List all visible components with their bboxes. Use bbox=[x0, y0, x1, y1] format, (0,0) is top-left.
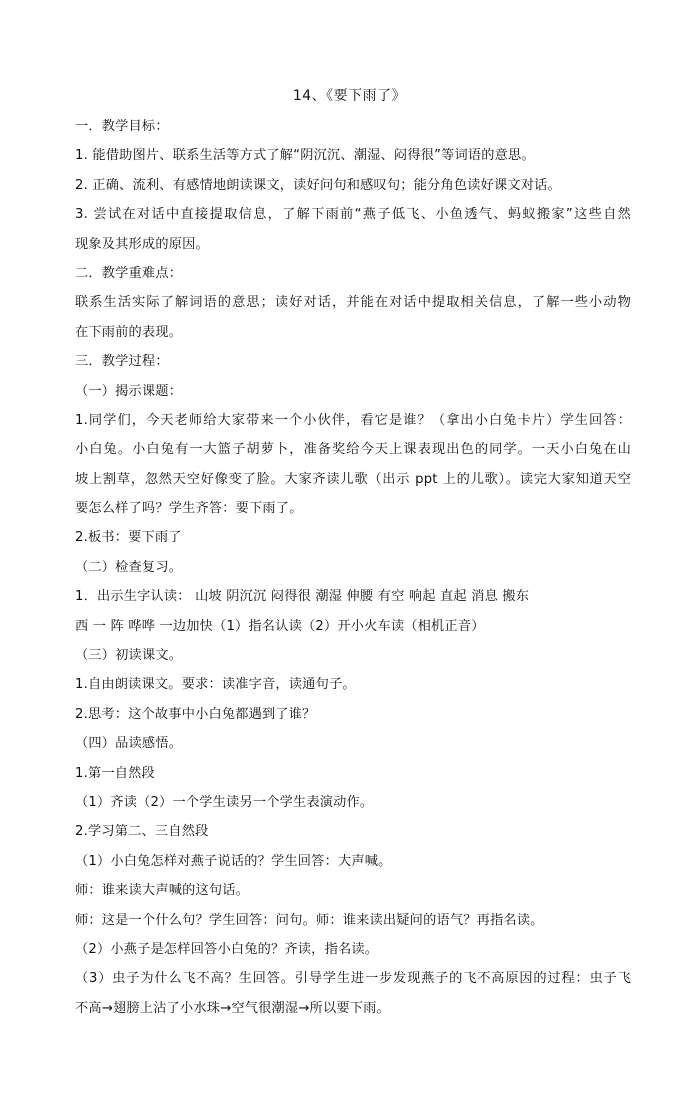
section-heading-key-points: 二．教学重难点： bbox=[75, 265, 183, 281]
paragraph-1-heading: 1.第一自然段 bbox=[75, 765, 155, 781]
objective-2: 2. 正确、流利、有感情地朗读课文，读好问句和感叹句；能分角色读好课文对话。 bbox=[75, 177, 561, 193]
paragraph-1-activity: （1）齐读（2）一个学生读另一个学生表演动作。 bbox=[75, 794, 374, 810]
reading-step-1: 1.自由朗读课文。要求：读准字音，读通句子。 bbox=[75, 677, 356, 693]
subheading-appreciation: （四）品读感悟。 bbox=[75, 736, 183, 752]
question-3-line-2: 不高→翅膀上沾了小水珠→空气很潮湿→所以要下雨。 bbox=[75, 1000, 390, 1016]
subheading-reveal-topic: （一）揭示课题： bbox=[75, 383, 183, 399]
paragraphs-2-3-heading: 2.学习第二、三自然段 bbox=[75, 824, 209, 840]
document-body bbox=[75, 112, 631, 1023]
key-points-line-1: 联系生活实际了解词语的意思；读好对话，并能在对话中提取相关信息，了解一些小动物 bbox=[75, 295, 631, 311]
key-points-line-2: 在下雨前的表现。 bbox=[75, 324, 183, 340]
teacher-line-2: 师：这是一个什么句？学生回答：问句。师：谁来读出疑问的语气？再指名读。 bbox=[75, 912, 544, 928]
objective-3-line-1: 3. 尝试在对话中直接提取信息，了解下雨前“燕子低飞、小鱼透气、蚂蚁搬家”这些自然 bbox=[75, 207, 631, 223]
blackboard-note: 2.板书：要下雨了 bbox=[75, 530, 182, 546]
teacher-line-1: 师：谁来读大声喊的这句话。 bbox=[75, 883, 250, 899]
paragraph-intro-line-1: 1.同学们，今天老师给大家带来一个小伙伴，看它是谁？（拿出小白兔卡片）学生回答： bbox=[75, 412, 631, 428]
objective-1: 1. 能借助图片、联系生活等方式了解“阴沉沉、潮湿、闷得很”等词语的意思。 bbox=[75, 148, 535, 164]
paragraph-intro-line-4: 要怎么样了吗？学生齐答：要下雨了。 bbox=[75, 501, 303, 517]
question-1: （1）小白兔怎样对燕子说话的？学生回答：大声喊。 bbox=[75, 853, 392, 869]
reading-step-2: 2.思考：这个故事中小白兔都遇到了谁？ bbox=[75, 706, 316, 722]
paragraph-intro-line-2: 小白兔。小白兔有一大篮子胡萝卜，准备奖给今天上课表现出色的同学。一天小白兔在山 bbox=[75, 442, 631, 458]
section-heading-process: 三．教学过程： bbox=[75, 354, 169, 370]
question-3-line-1: （3）虫子为什么飞不高？生回答。引导学生进一步发现燕子的飞不高原因的过程：虫子飞 bbox=[75, 971, 631, 987]
vocabulary-line-1: 1．出示生字认读： 山坡 阴沉沉 闷得很 潮湿 伸腰 有空 响起 直起 消息 搬东 bbox=[75, 589, 530, 605]
vocabulary-line-2: 西 一 阵 哗哗 一边加快（1）指名认读（2）开小火车读（相机正音） bbox=[75, 618, 485, 634]
objective-3-line-2: 现象及其形成的原因。 bbox=[75, 236, 209, 252]
document-title: 14、《要下雨了》 bbox=[292, 88, 407, 104]
subheading-review: （二）检查复习。 bbox=[75, 559, 183, 575]
section-heading-objectives: 一．教学目标： bbox=[75, 119, 169, 134]
subheading-first-reading: （三）初读课文。 bbox=[75, 648, 183, 664]
paragraph-intro-line-3: 坡上割草，忽然天空好像变了脸。大家齐读儿歌（出示 ppt 上的儿歌）。读完大家知道天空 bbox=[75, 471, 631, 487]
question-2: （2）小燕子是怎样回答小白兔的？齐读，指名读。 bbox=[75, 941, 379, 957]
